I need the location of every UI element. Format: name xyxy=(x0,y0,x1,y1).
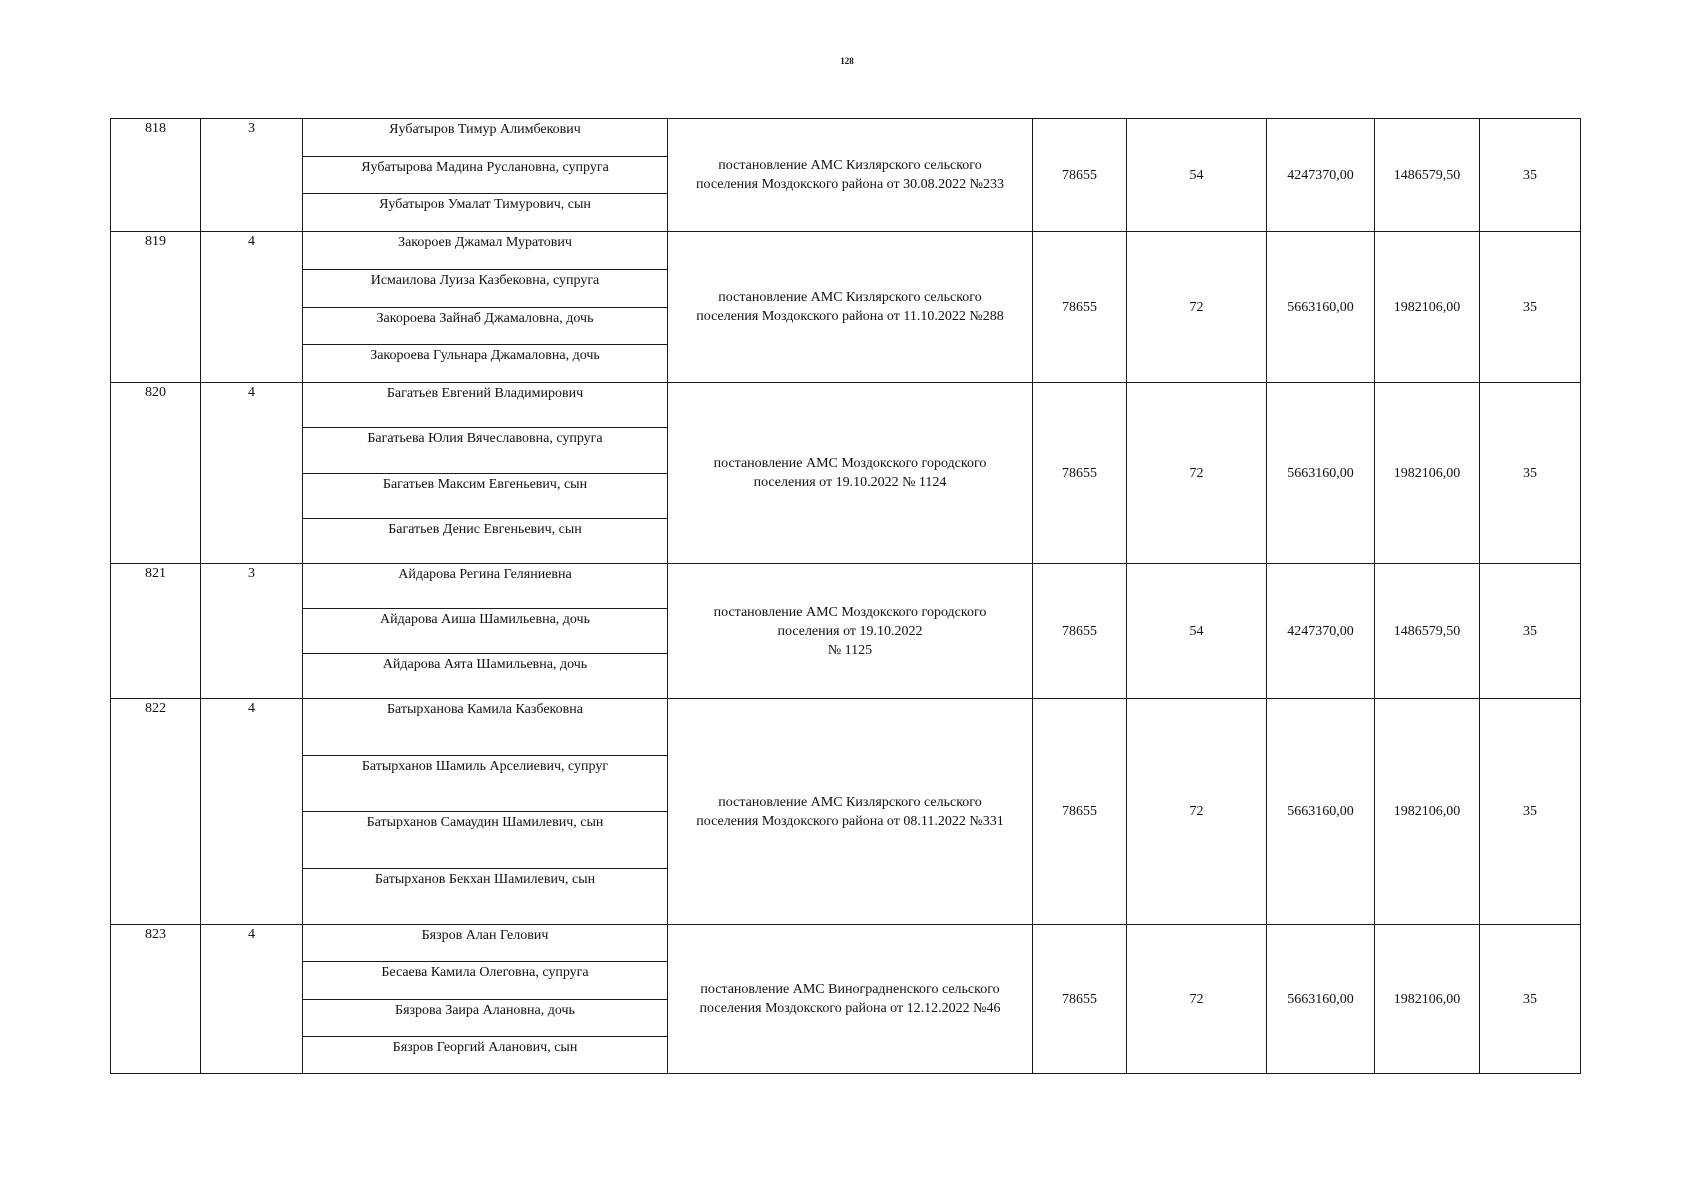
total-amount: 5663160,00 xyxy=(1267,383,1375,564)
area: 72 xyxy=(1127,925,1267,1074)
table-row xyxy=(111,232,1581,383)
family-member: Айдарова Аята Шамильевна, дочь xyxy=(382,657,588,672)
page-number: 128 xyxy=(840,56,854,66)
total-amount: 5663160,00 xyxy=(1267,232,1375,383)
payment-amount: 1486579,50 xyxy=(1375,564,1480,699)
family-member: Закороева Гульнара Джамаловна, дочь xyxy=(370,348,600,364)
total-amount: 5663160,00 xyxy=(1267,699,1375,925)
decree-text: постановление АМС Моздокского городского поселения от 19.10.2022 № 1124 xyxy=(713,456,987,490)
family-size: 4 xyxy=(201,699,303,925)
table-row xyxy=(111,119,1581,232)
total-amount: 4247370,00 xyxy=(1267,564,1375,699)
norm-cost: 78655 xyxy=(1033,925,1127,1074)
norm-cost: 78655 xyxy=(1033,564,1127,699)
percent: 35 xyxy=(1480,699,1581,925)
payment-amount: 1982106,00 xyxy=(1375,232,1480,383)
family-member: Яубатыров Умалат Тимурович, сын xyxy=(379,197,591,213)
family-member: Бесаева Камила Олеговна, супруга xyxy=(303,962,667,999)
family-member: Багатьева Юлия Вячеславовна, супруга xyxy=(303,428,667,473)
record-number: 823 xyxy=(111,925,201,1074)
record-number: 820 xyxy=(111,383,201,564)
table-row xyxy=(111,925,1581,1074)
family-size: 3 xyxy=(201,564,303,699)
family-members xyxy=(303,232,668,383)
family-member: Батырханов Бекхан Шамилевич, сын xyxy=(374,871,596,887)
decree xyxy=(668,699,1033,925)
family-members xyxy=(303,925,668,1074)
family-member: Яубатырова Мадина Руслановна, супруга xyxy=(303,157,667,195)
decree xyxy=(668,232,1033,383)
family-member: Айдарова Аиша Шамильевна, дочь xyxy=(303,609,667,654)
decree-text: постановление АМС Моздокского городского поселения от 19.10.2022 № 1125 xyxy=(713,604,987,658)
family-size: 4 xyxy=(201,383,303,564)
payment-amount: 1982106,00 xyxy=(1375,925,1480,1074)
family-member: Закороева Зайнаб Джамаловна, дочь xyxy=(303,308,667,346)
family-member: Бязрова Заира Алановна, дочь xyxy=(303,1000,667,1037)
record-number: 821 xyxy=(111,564,201,699)
family-size: 4 xyxy=(201,925,303,1074)
family-members xyxy=(303,383,668,564)
norm-cost: 78655 xyxy=(1033,119,1127,232)
family-member: Яубатыров Тимур Алимбекович xyxy=(303,119,667,157)
percent: 35 xyxy=(1480,925,1581,1074)
percent: 35 xyxy=(1480,383,1581,564)
total-amount: 4247370,00 xyxy=(1267,119,1375,232)
record-number: 822 xyxy=(111,699,201,925)
decree xyxy=(668,383,1033,564)
family-member: Бязров Алан Гелович xyxy=(303,925,667,962)
family-size: 3 xyxy=(201,119,303,232)
family-members xyxy=(303,699,668,925)
area: 72 xyxy=(1127,383,1267,564)
decree xyxy=(668,564,1033,699)
percent: 35 xyxy=(1480,564,1581,699)
total-amount: 5663160,00 xyxy=(1267,925,1375,1074)
decree xyxy=(668,119,1033,232)
norm-cost: 78655 xyxy=(1033,383,1127,564)
payment-amount: 1486579,50 xyxy=(1375,119,1480,232)
family-member: Багатьев Максим Евгеньевич, сын xyxy=(303,474,667,519)
record-number: 819 xyxy=(111,232,201,383)
table-row xyxy=(111,564,1581,699)
registry-table xyxy=(110,118,1581,1074)
family-members xyxy=(303,119,668,232)
decree-text: постановление АМС Кизлярского сельского поселения Моздокского района от 11.10.2022 №288 xyxy=(696,290,1004,324)
norm-cost: 78655 xyxy=(1033,232,1127,383)
percent: 35 xyxy=(1480,232,1581,383)
family-member: Батырханов Самаудин Шамилевич, сын xyxy=(303,812,667,869)
norm-cost: 78655 xyxy=(1033,699,1127,925)
area: 54 xyxy=(1127,564,1267,699)
family-member: Айдарова Регина Геляниевна xyxy=(303,564,667,609)
table-row xyxy=(111,383,1581,564)
decree-text: постановление АМС Кизлярского сельского поселения Моздокского района от 30.08.2022 №233 xyxy=(696,158,1004,192)
family-member: Багатьев Евгений Владимирович xyxy=(303,383,667,428)
payment-amount: 1982106,00 xyxy=(1375,699,1480,925)
family-member: Батырханова Камила Казбековна xyxy=(303,699,667,756)
area: 72 xyxy=(1127,232,1267,383)
table-row xyxy=(111,699,1581,925)
percent: 35 xyxy=(1480,119,1581,232)
decree xyxy=(668,925,1033,1074)
family-size: 4 xyxy=(201,232,303,383)
payment-amount: 1982106,00 xyxy=(1375,383,1480,564)
record-number: 818 xyxy=(111,119,201,232)
family-member: Закороев Джамал Муратович xyxy=(303,232,667,270)
family-member: Исмаилова Луиза Казбековна, супруга xyxy=(303,270,667,308)
family-member: Батырханов Шамиль Арселиевич, супруг xyxy=(303,756,667,813)
area: 54 xyxy=(1127,119,1267,232)
family-member: Багатьев Денис Евгеньевич, сын xyxy=(388,521,582,537)
family-member: Бязров Георгий Аланович, сын xyxy=(392,1039,578,1055)
decree-text: постановление АМС Виноградненского сельского поселения Моздокского района от 12.12.2022 №46 xyxy=(699,982,1001,1016)
area: 72 xyxy=(1127,699,1267,925)
family-members xyxy=(303,564,668,699)
decree-text: постановление АМС Кизлярского сельского поселения Моздокского района от 08.11.2022 №331 xyxy=(696,794,1004,829)
